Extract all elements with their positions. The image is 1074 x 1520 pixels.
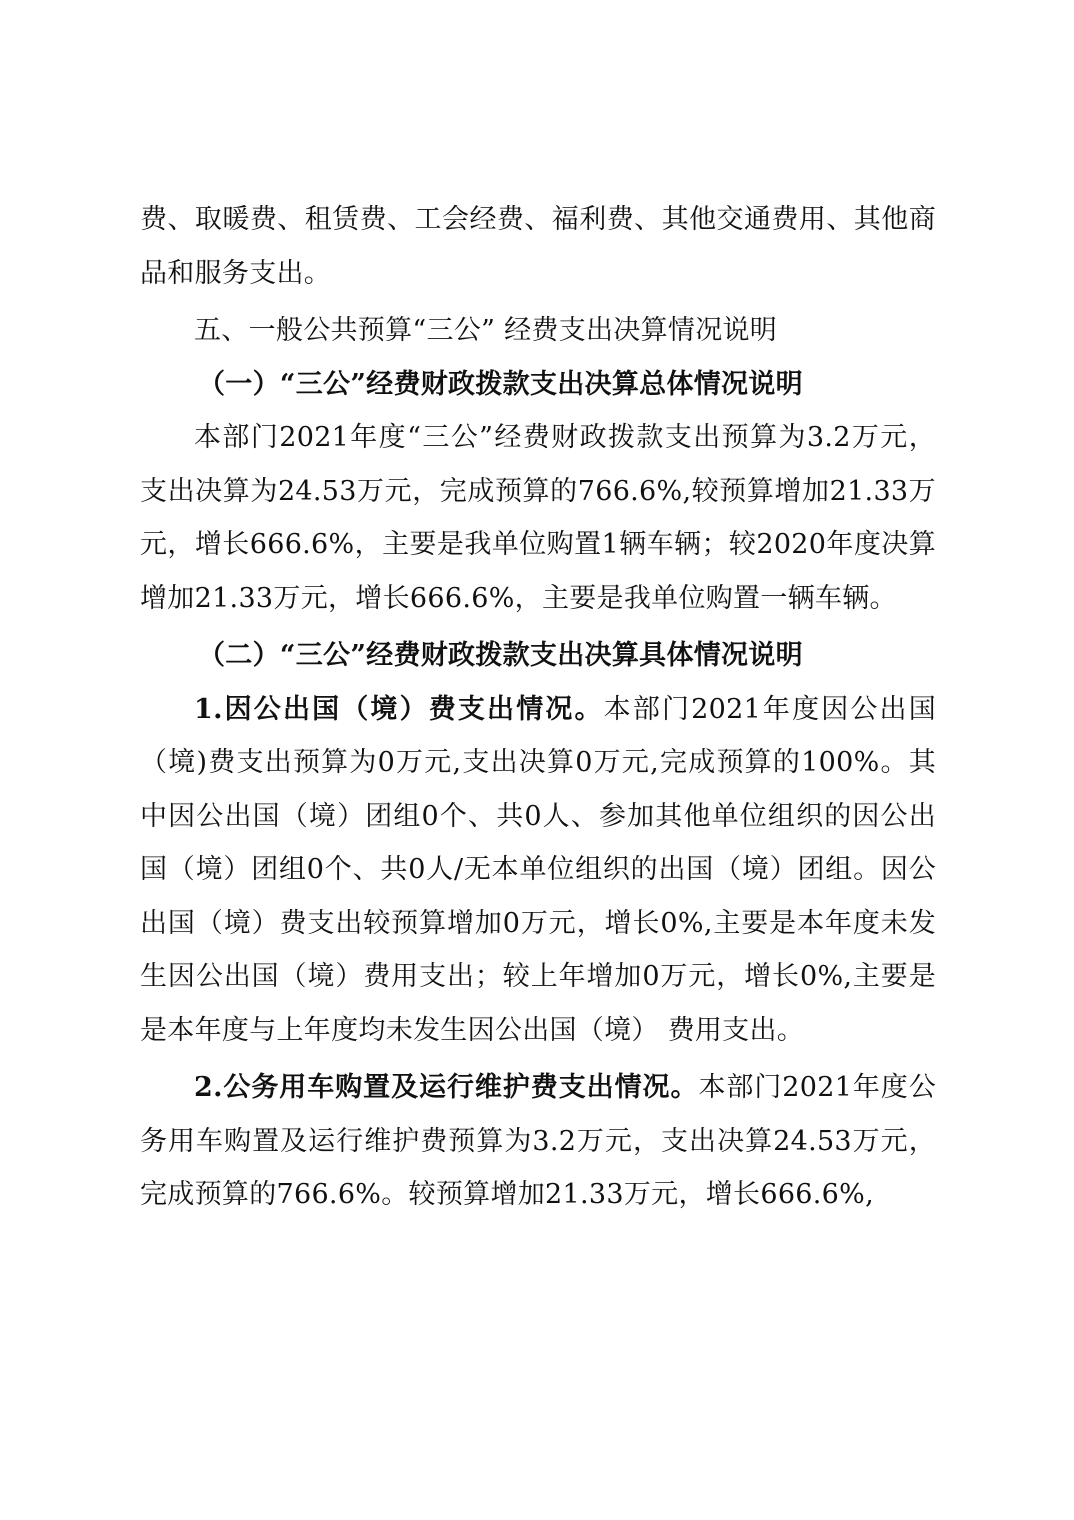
item-two-body: 本部门2021年度公务用车购置及运行维护费预算为3.2万元，支出决算24.53万元，完成预算的766.6%。较预算增加21.33万元，增长666.6%, <box>140 1072 936 1210</box>
item-one-body: 本部门2021年度因公出国（境)费支出预算为0万元,支出决算0万元,完成预算的100%。其中因公出国（境）团组0个、共0人、参加其他单位组织的因公出国（境）团组0个、共0人/无本单位组织的出国（境）团组。因公出国（境）费支出较预算增加0万元，增长0%,主要是本年度未发生因公出国（境）费用支出；较上年增加0万元，增长0%,主要是是本年度与上年度均未发生因公出国（境） 费用支出。 <box>140 693 936 1046</box>
item-one-paragraph <box>140 683 936 1058</box>
subsection-one-body: 本部门2021年度“三公”经费财政拨款支出预算为3.2万元，支出决算为24.53万元，完成预算的766.6%,较预算增加21.33万元，增长666.6%，主要是我单位购置1辆车辆；较2020年度决算增加21.33万元，增长666.6%，主要是我单位购置一辆车辆。 <box>140 422 936 614</box>
subsection-two-heading: （二）“三公”经费财政拨款支出决算具体情况说明 <box>198 640 803 671</box>
document-body <box>140 193 936 1222</box>
subsection-one-heading: （一）“三公”经费财政拨款支出决算总体情况说明 <box>198 368 803 400</box>
section-five-heading: 五、一般公共预算“三公” 经费支出决算情况说明 <box>194 315 778 346</box>
continuation-paragraph: 费、取暖费、租赁费、工会经费、福利费、其他交通费用、其他商品和服务支出。 <box>140 204 936 289</box>
item-two-lead: 2.公务用车购置及运行维护费支出情况。 <box>194 1072 699 1103</box>
item-two-paragraph <box>140 1061 936 1222</box>
item-one-lead: 1.因公出国（境）费支出情况。 <box>194 693 604 725</box>
